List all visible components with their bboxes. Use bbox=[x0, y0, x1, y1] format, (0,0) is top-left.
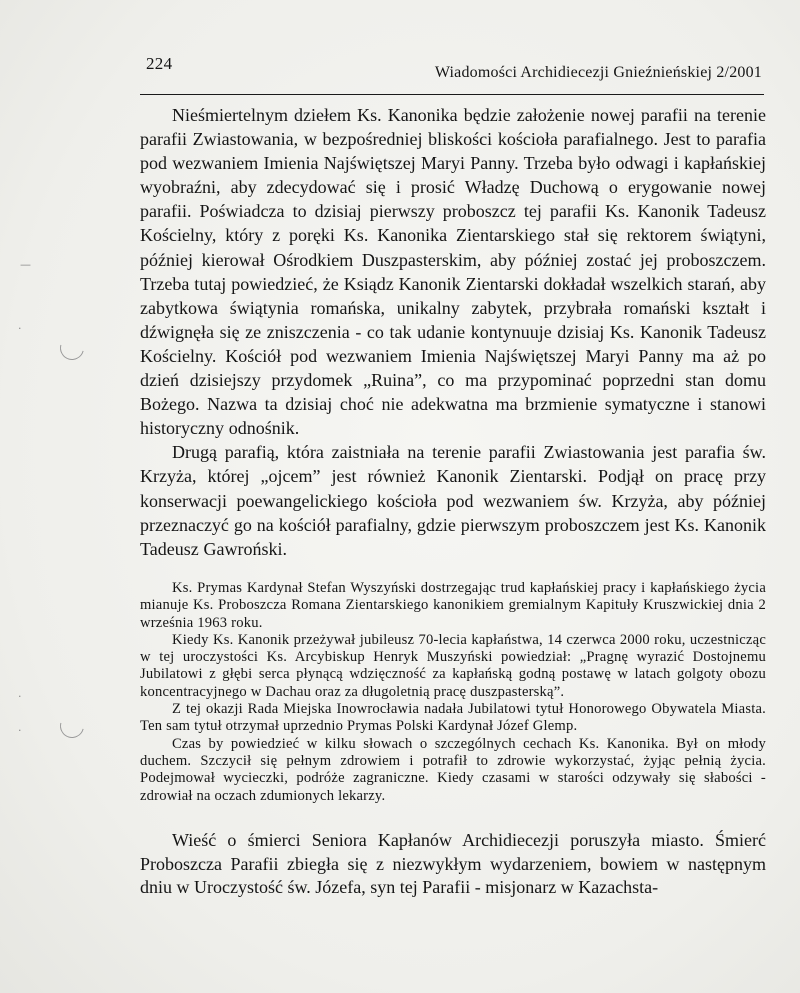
scan-mark: · bbox=[18, 690, 22, 703]
closing-text bbox=[140, 829, 766, 900]
running-title: Wiadomości Archidiecezji Gnieźnieńskiej 2/2001 bbox=[434, 64, 762, 81]
small-print-text bbox=[140, 580, 766, 805]
paragraph: Drugą parafią, która zaistniała na terenie parafii Zwiastowania jest parafia św. Krzyża, której „ojcem” jest również Kanonik Zientarski. Podjął on pracę przy konserwacji poewangelickiego kościoła pod wezwaniem św. Krzyża, aby później przeznaczyć go na kościół parafialny, gdzie pierwszym proboszczem jest Ks. Kanonik Tadeusz Gawroński. bbox=[140, 442, 766, 559]
page-number: 224 bbox=[146, 54, 173, 73]
scan-mark: — bbox=[20, 258, 31, 271]
paragraph: Z tej okazji Rada Miejska Inowrocławia nadała Jubilatowi tytuł Honorowego Obywatela Miasta. Ten sam tytuł otrzymał uprzednio Prymas Polski Kardynał Józef Glemp. bbox=[140, 701, 766, 735]
scan-mark: · bbox=[18, 724, 22, 737]
paragraph: Kiedy Ks. Kanonik przeżywał jubileusz 70-lecia kapłaństwa, 14 czerwca 2000 roku, uczestnicząc w tej uroczystości Ks. Arcybiskup Henryk Muszyński powiedział: „Pragnę wyrazić Dostojnemu Jubilatowi z głębi serca płynącą wdzięczność za kapłańską godną postawę w latach golgoty obozu koncentracyjnego w Dachau oraz za długoletnią pracę duszpasterską”. bbox=[140, 631, 766, 700]
paragraph: Ks. Prymas Kardynał Stefan Wyszyński dostrzegając trud kapłańskiej pracy i kapłańskiego życia mianuje Ks. Proboszcza Romana Zientarskiego kanonikiem gremialnym Kapituły Kruszwickiej dnia 2 września 1963 roku. bbox=[140, 580, 766, 631]
main-text bbox=[140, 103, 766, 561]
paragraph: Nieśmiertelnym dziełem Ks. Kanonika będzie założenie nowej parafii na terenie parafii Zwiastowania, w bezpośredniej bliskości kościoła parafialnego. Jest to parafia pod wezwaniem Imienia Najświętszej Maryi Panny. Trzeba było odwagi i kapłańskiej wyobraźni, aby zdecydować się i prosić Władzę Duchową o erygowanie nowej parafii. Poświadcza to dzisiaj pierwszy proboszcz tej parafii Ks. Kanonik Tadeusz Kościelny, który z poręki Ks. Kanonika Zientarskiego stał się rektorem świątyni, później kierował Ośrodkiem Duszpasterskim, aby później zostać jej proboszczem. Trzeba tutaj powiedzieć, że Ksiądz Kanonik Zientarski dokładał wszelkich starań, aby zabytkowa świątynia romańska, unikalny zabytek, przybrała romański kształt i dźwignęła się ze zniszczenia - co tak udanie kontynuuje dzisiaj Ks. Kanonik Tadeusz Kościelny. Kościół pod wezwaniem Imienia Najświętszej Maryi Panny ma aż po dzień dzisiejszy przydomek „Ruina”, co ma przypominać poprzedni stan domu Bożego. Nazwa ta dzisiaj choć nie adekwatna ma brzmienie symatyczne i stanowi historyczny odnośnik. bbox=[140, 105, 766, 439]
scan-mark: · bbox=[18, 322, 22, 335]
page-header bbox=[140, 50, 764, 95]
paragraph: Czas by powiedzieć w kilku słowach o szczególnych cechach Ks. Kanonika. Był on młody duchem. Szczycił się pełnym zdrowiem i potrafił to zdrowie wykorzystać, żyjąc pełnią życia. Podejmował wycieczki, podróże zagraniczne. Kiedy czasami w starości odzywały się słabości - zdrowiał na oczach zdumionych lekarzy. bbox=[140, 735, 766, 804]
paragraph: Wieść o śmierci Seniora Kapłanów Archidiecezji poruszyła miasto. Śmierć Proboszcza Parafii zbiegła się z niezwykłym wydarzeniem, bowiem w następnym dniu w Uroczystość św. Józefa, syn tej Parafii - misjonarz w Kazachsta- bbox=[140, 830, 766, 897]
